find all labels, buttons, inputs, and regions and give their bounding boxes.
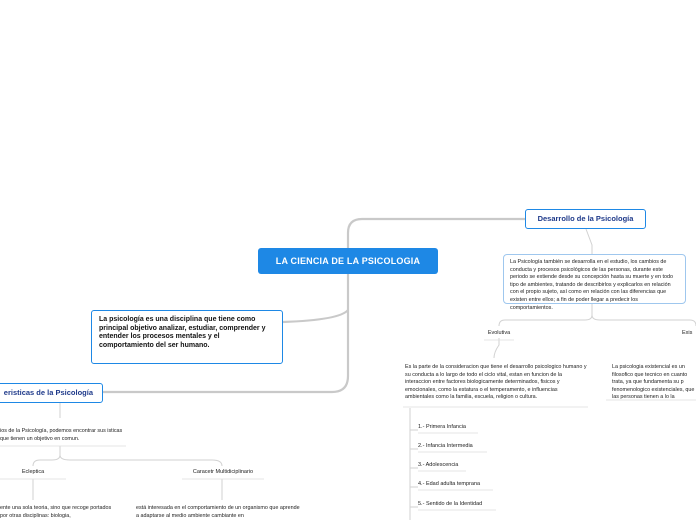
connector-central-desarrollo [348,219,525,248]
multidisciplinario-description[interactable]: está interesada en el comportamiento de un organismo que aprende a adaptarse al medio ambiente cambiante en [136,505,300,519]
topic-desarrollo[interactable]: Desarrollo de la Psicología [525,209,646,229]
stage-item[interactable]: 5.- Sentido de la Identidad [418,501,483,507]
caracteristicas-description[interactable]: ios de la Psicología, podemos encontrar sus isticas que tienen un objetivo en comun. [0,428,123,442]
connector-to-ecleptica [33,446,60,466]
connector-central-callout [283,310,348,322]
topic-caracteristicas[interactable]: eristicas de la Psicología [0,383,103,403]
desarrollo-description[interactable]: La Psicología también se desarrolla en el estudio, los cambios de conducta y procesos psicológicos de las personas, durante este periodo se extiende desde su concepción hasta su muerte y en todo tipo de ambientes, tratando de describirlos y explicarlos en relación con el propio sujeto, así como en relación con las diferencias que existen entre ellos; a fin de poder llegar a predecir los comportamientos. [503,254,686,304]
existencial-description[interactable]: La psicologia existencial es un filosofico que tecnico en cuanto trata, ya que fundamenta su p fenomenologico existenciales, que las personas tienen a lo la [612,364,695,400]
central-topic[interactable]: LA CIENCIA DE LA PSICOLOGIA [258,248,438,274]
definition-callout[interactable]: La psicología es una disciplina que tiene como principal objetivo analizar, estudiar, comprender y entender los procesos mentales y el comportamiento del ser humano. [91,310,283,364]
branch-existencial[interactable]: Exis [682,330,693,336]
stage-item[interactable]: 3.- Adolescencia [418,462,459,468]
connector-evolutiva-description [494,338,499,358]
stage-item[interactable]: 4.- Edad adulta temprana [418,481,481,487]
ecleptica-description[interactable]: ente una sola teoria, sino que recoge portados por otras disciplinas: biologia, [0,505,112,519]
stage-item[interactable]: 1.- Primera Infancia [418,424,466,430]
connector-to-existencial [592,315,696,326]
connector-to-multidisciplinario [60,455,222,466]
branch-evolutiva[interactable]: Evolutiva [487,330,511,336]
stage-item[interactable]: 2.- Infancia Intermedia [418,443,473,449]
branch-multidisciplinario[interactable]: Caracetr Multidiciplinario [192,469,254,475]
evolutiva-description[interactable]: Es la parte de la consideracion que tiene el desarrollo psicologico humano y su conducta a lo largo de todo el ciclo vital, estan en funcion de la interaccion entre factores biologicamente determinados, fisicos y emocionales, como la estatura o el temperamento, e influencias ambientales como la familia, escuela, religion o cultura. [405,364,587,401]
connector-desarrollo-description [586,229,592,254]
branch-ecleptica[interactable]: Ecleptica [21,469,45,475]
